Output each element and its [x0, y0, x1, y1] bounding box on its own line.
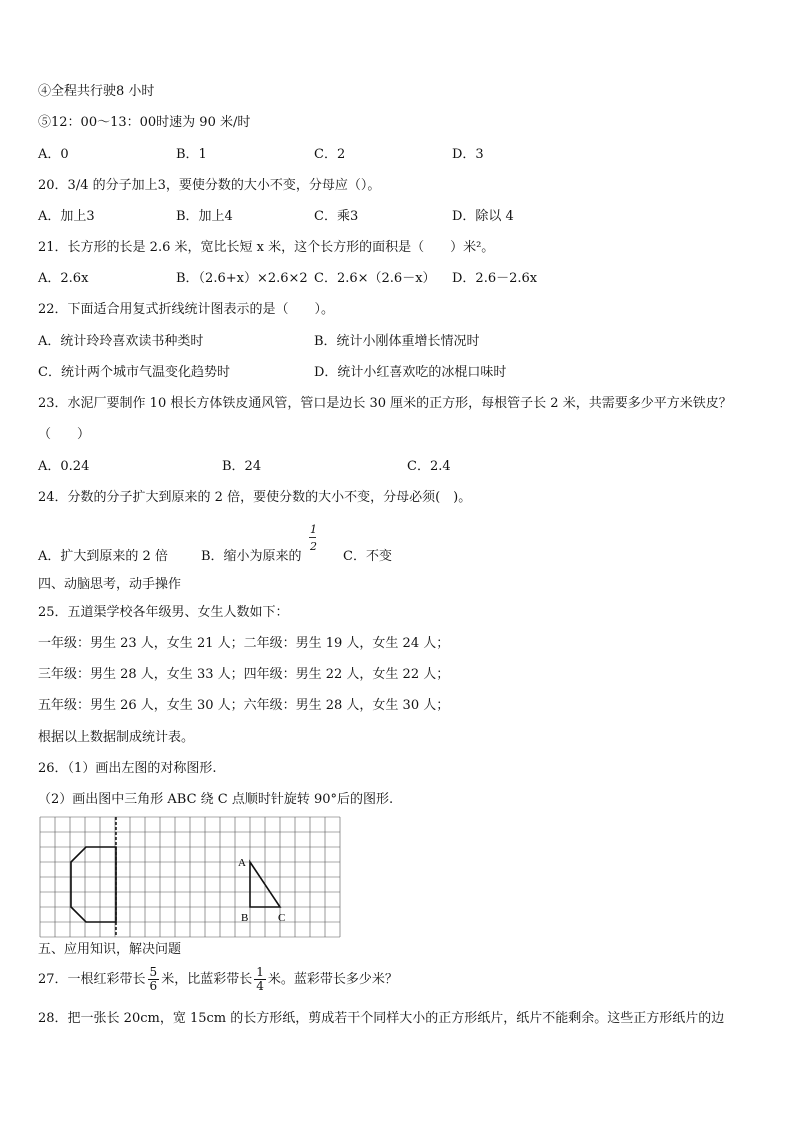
q21-option-a: A．2.6x [38, 271, 89, 286]
q23-option-a: A．0.24 [38, 459, 90, 474]
q24-option-b: B．缩小为原来的 [201, 549, 302, 564]
q27-fraction-1-numerator: 5 [149, 965, 158, 979]
q23-answer-paren: （ ） [38, 427, 91, 442]
label-c: C [278, 912, 286, 924]
q25-data-line-1: 一年级：男生 23 人，女生 21 人；二年级：男生 19 人，女生 24 人； [38, 636, 450, 651]
q25-data-line-3: 五年级：男生 26 人，女生 30 人；六年级：男生 28 人，女生 30 人； [38, 698, 450, 713]
q24-fraction-denominator: 2 [310, 540, 317, 553]
left-polygon [71, 847, 116, 922]
question-21: 21．长方形的长是 2.6 米，宽比长短 x 米，这个长方形的面积是（ ）米²。 [38, 240, 495, 255]
q20-option-a: A．加上3 [38, 209, 95, 224]
q27-fraction-1-denominator: 6 [149, 979, 158, 993]
q21-option-b: B．（2.6+x）×2.6×2 [176, 271, 308, 286]
q27-fraction-2 [254, 966, 266, 993]
grid-lines [40, 817, 340, 937]
q20-option-c: C．乘3 [314, 209, 359, 224]
q21-option-c: C．2.6×（2.6－x） [314, 271, 436, 286]
q27-text-start: 27．一根红彩带长 [38, 972, 146, 987]
q21-option-d: D．2.6－2.6x [452, 271, 538, 286]
grid-figure [38, 815, 342, 939]
line-4: ④全程共行驶8 小时 [38, 84, 155, 99]
question-26-part-2: （2）画出图中三角形 ABC 绕 C 点顺时针旋转 90°后的图形. [38, 792, 394, 807]
question-26-part-1: 26．（1）画出左图的对称图形. [38, 761, 217, 776]
q22-option-d: D．统计小红喜欢吃的冰棍口味时 [314, 365, 507, 380]
q25-data-line-2: 三年级：男生 28 人，女生 33 人；四年级：男生 22 人，女生 22 人； [38, 667, 450, 682]
q19-option-a: A．0 [38, 147, 69, 162]
question-25: 25．五道渠学校各年级男、女生人数如下： [38, 605, 289, 620]
q19-option-c: C．2 [314, 147, 346, 162]
q27-fraction-2-numerator: 1 [256, 965, 264, 979]
q24-fraction-bar [309, 537, 316, 538]
q23-option-b: B．24 [222, 459, 262, 474]
q27-fraction-2-denominator: 4 [256, 979, 264, 993]
q25-instruction: 根据以上数据制成统计表。 [38, 730, 195, 745]
question-24: 24．分数的分子扩大到原来的 2 倍，要使分数的大小不变，分母必须( )。 [38, 490, 472, 505]
question-27 [38, 966, 398, 994]
q27-text-end: 米。蓝彩带长多少米？ [267, 972, 398, 987]
q24-fraction-numerator: 1 [310, 523, 317, 536]
q20-option-d: D．除以 4 [452, 209, 514, 224]
q24-option-a: A．扩大到原来的 2 倍 [38, 549, 168, 564]
q27-text-middle: 米，比蓝彩带长 [161, 972, 253, 987]
section-4-heading: 四、动脑思考，动手操作 [38, 577, 182, 592]
question-20: 20．3/4 的分子加上3，要使分数的大小不变，分母应（）。 [38, 178, 381, 193]
question-23: 23．水泥厂要制作 10 根长方体铁皮通风管，管口是边长 30 厘米的正方形，每根管子长 2 米，共需要多少平方米铁皮？ [38, 396, 732, 411]
question-28: 28．把一张长 20cm，宽 15cm 的长方形纸，剪成若干个同样大小的正方形纸片，纸片不能剩余。这些正方形纸片的边 [38, 1011, 725, 1026]
q27-fraction-1 [148, 966, 160, 993]
q22-option-c: C．统计两个城市气温变化趋势时 [38, 365, 230, 380]
q24-option-c: C．不变 [343, 549, 392, 564]
q19-option-d: D．3 [452, 147, 484, 162]
q23-option-c: C．2.4 [407, 459, 451, 474]
section-5-heading: 五、应用知识，解决问题 [38, 942, 182, 957]
line-5: ⑤12：00～13：00时速为 90 米/时 [38, 115, 251, 130]
label-a: A [238, 857, 246, 869]
question-22: 22．下面适合用复式折线统计图表示的是（ ）。 [38, 302, 335, 317]
q19-option-b: B．1 [176, 147, 207, 162]
q22-option-b: B．统计小刚体重增长情况时 [314, 334, 480, 349]
q20-option-b: B．加上4 [176, 209, 233, 224]
label-b: B [241, 912, 249, 924]
q22-option-a: A．统计玲玲喜欢读书种类时 [38, 334, 204, 349]
